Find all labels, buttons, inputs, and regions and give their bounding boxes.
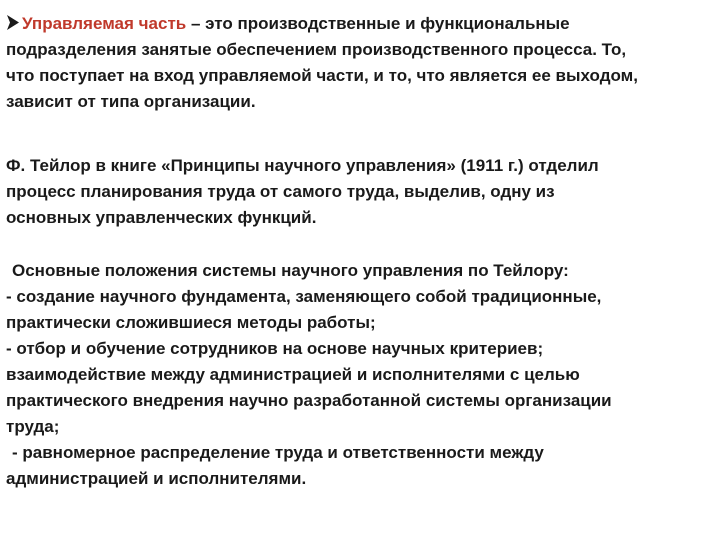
term-controlled-part: Управляемая часть <box>22 14 187 33</box>
paragraph1-line-4: зависит от типа организации. <box>6 92 256 111</box>
paragraph3-line-7: труда; <box>6 417 60 436</box>
paragraph3-line-6: практического внедрения научно разработанной системы организации <box>6 391 612 410</box>
paragraph2-line-1: Ф. Тейлор в книге «Принципы научного управления» (1911 г.) отделил <box>6 156 599 175</box>
paragraph3-line-9: администрацией и исполнителями. <box>6 469 307 488</box>
paragraph-controlled-part <box>6 11 716 115</box>
paragraph3-heading: Основные положения системы научного управления по Тейлору: <box>12 261 569 280</box>
paragraph3-line-2: - создание научного фундамента, заменяющего собой традиционные, <box>6 287 602 306</box>
paragraph2-line-3: основных управленческих функций. <box>6 208 317 227</box>
paragraph1-line-3: что поступает на вход управляемой части, и то, что является ее выходом, <box>6 66 638 85</box>
paragraph1-line-1-text: – это производственные и функциональные <box>186 14 570 33</box>
paragraph1-line-2: подразделения занятые обеспечением производственного процесса. То, <box>6 40 627 59</box>
arrow-bullet-icon <box>6 14 21 31</box>
paragraph1-line-1 <box>6 11 716 37</box>
paragraph-taylor-principles <box>6 258 716 492</box>
paragraph2-line-2: процесс планирования труда от самого труда, выделив, одну из <box>6 182 555 201</box>
paragraph3-line-8: - равномерное распределение труда и ответственности между <box>12 443 544 462</box>
paragraph3-line-3: практически сложившиеся методы работы; <box>6 313 376 332</box>
paragraph3-line-5: взаимодействие между администрацией и исполнителями с целью <box>6 365 580 384</box>
paragraph-taylor-book <box>6 153 716 231</box>
paragraph3-line-4: - отбор и обучение сотрудников на основе научных критериев; <box>6 339 544 358</box>
